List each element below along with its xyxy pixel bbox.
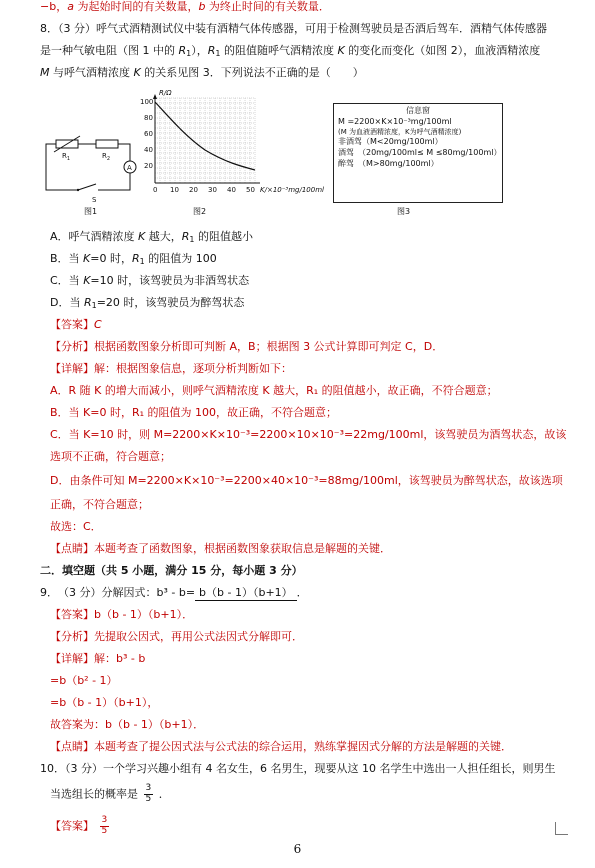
q10-answer-fraction: $\frac{3}{5}$ [101,815,108,836]
r1-label: $R_1$ [62,152,71,162]
q8-option-d: D．当 $R_1=20$ 时，该驾驶员为醉驾状态 [50,296,245,310]
q10-stem-line1: 10．（3 分）一个学习兴趣小组有 4 名女生，6 名男生，现要从这 10 名学生中选出一人担任组长，则男生 [40,762,556,775]
q8-stem-line2: 是一种气敏电阻（图 1 中的 $R_1$），$R_1$ 的阻值随呼气酒精浓度 K 的变化而变化（如图 2），血液酒精浓度 [40,44,541,58]
fig2-caption: 图2 [193,207,207,216]
info-note: (M 为血液酒精浓度，K为呼气酒精浓度) [338,127,462,136]
graph-y-label: R/Ω [159,89,172,97]
info-non-drunk: 非酒驾（M<20mg/100ml） [338,137,443,147]
info-formula: M =2200×K×10⁻³mg/100ml [338,116,452,126]
corner-mark [555,822,568,835]
y-tick-100: 100 [140,98,154,106]
q9-conclusion: 故答案为：b（b - 1）（b+1）． [50,718,205,731]
y-tick-80: 80 [144,114,153,122]
r2-label: $R_2$ [102,152,111,162]
q8-analysis: 【分析】根据函数图象分析即可判断 A，B；根据图 3 公式计算即可判定 C，D． [50,340,444,353]
x-tick-40: 40 [227,186,236,194]
q8-option-c: C．当 K=10 时，该驾驶员为非酒驾状态 [50,274,250,287]
x-tick-50: 50 [246,186,255,194]
svg-text:A: A [127,164,132,172]
q10-answer: 【答案】 $\frac{3}{5}$ [50,815,108,836]
q9-analysis: 【分析】先提取公因式，再用公式法因式分解即可． [50,630,303,643]
q8-choice: 故选：C． [50,520,102,533]
switch-label: S [92,196,97,204]
info-drunk: 酒驾 （20mg/100ml≤ M ≤80mg/100ml） [338,147,502,157]
q8-detail-c-line2: 选项不正确，符合题意； [50,450,171,463]
x-tick-30: 30 [208,186,217,194]
q9-detail: 【详解】解：b³ - b [50,652,146,665]
page-number: 6 [293,842,302,856]
q8-option-b: B．当 K=0 时，$R_1$ 的阻值为 100 [50,252,217,266]
y-tick-40: 40 [144,146,153,154]
q9-answer: 【答案】b（b - 1）（b+1）． [50,608,194,621]
q8-detail: 【详解】解：根据图象信息，逐项分析判断如下： [50,362,292,375]
q9-stem: 9． （3 分）分解因式：b³ - b= b（b - 1）（b+1） ． [40,586,308,599]
q8-detail-d-line2: 正确，不符合题意； [50,498,149,511]
section-title: 二．填空题（共 5 小题，满分 15 分，每小题 3 分） [40,564,303,577]
q8-detail-c-line1: C．当 K=10 时，则 M=2200×K×10⁻³=2200×10×10⁻³=22mg/100ml，该驾驶员为酒驾状态，故该 [50,428,567,441]
q9-comment: 【点睛】本题考查了提公因式法与公式法的综合运用，熟练掌握因式分解的方法是解题的关键． [50,740,512,753]
y-tick-20: 20 [144,162,153,170]
info-title: 信息窗 [406,106,430,115]
x-tick-0: 0 [153,186,158,194]
prev-answer-tail: −b，a 为起始时间的有关数量，b 为终止时间的有关数量． [40,0,330,13]
q9-step1: =b（b² - 1） [50,674,118,687]
x-tick-20: 20 [189,186,198,194]
q10-blank-fraction: $\frac{3}{5}$ [145,783,152,804]
q10-stem-line2: 当选组长的概率是 $\frac{3}{5}$ ． [50,783,170,804]
graph-x-label: K/×10⁻³mg/100ml [260,186,324,194]
q8-detail-d-line1: D．由条件可知 M=2200×K×10⁻³=2200×40×10⁻³=88mg/100ml，该驾驶员为醉驾状态，故该选项 [50,474,563,487]
q8-stem-line1: 8．（3 分）呼气式酒精测试仪中装有酒精气体传感器，可用于检测驾驶员是否酒后驾车．酒精气体传感器 [40,22,547,35]
q8-detail-a: A．R 随 K 的增大而减小，则呼气酒精浓度 K 越大，R₁ 的阻值越小，故正确，不符合题意； [50,384,498,397]
fig3-caption: 图3 [397,207,411,216]
q9-blank: b（b - 1）（b+1） [195,586,297,601]
resistance-graph [125,88,325,208]
fig1-caption: 图1 [84,207,98,216]
q9-step2: =b（b - 1）（b+1）， [50,696,159,709]
q8-stem-line3: M 与呼气酒精浓度 K 的关系见图 3．下列说法不正确的是（ ） [40,66,364,79]
q8-option-a: A．呼气酒精浓度 K 越大，$R_1$ 的阻值越小 [50,230,253,244]
info-very-drunk: 醉驾 （M>80mg/100ml） [338,158,439,168]
info-window [333,103,503,203]
y-tick-60: 60 [144,130,153,138]
q8-comment: 【点睛】本题考查了函数图象，根据函数图象获取信息是解题的关键． [50,542,391,555]
x-tick-10: 10 [170,186,179,194]
q8-answer: 【答案】C [50,318,102,331]
q8-detail-b: B．当 K=0 时，R₁ 的阻值为 100，故正确，不符合题意； [50,406,338,419]
